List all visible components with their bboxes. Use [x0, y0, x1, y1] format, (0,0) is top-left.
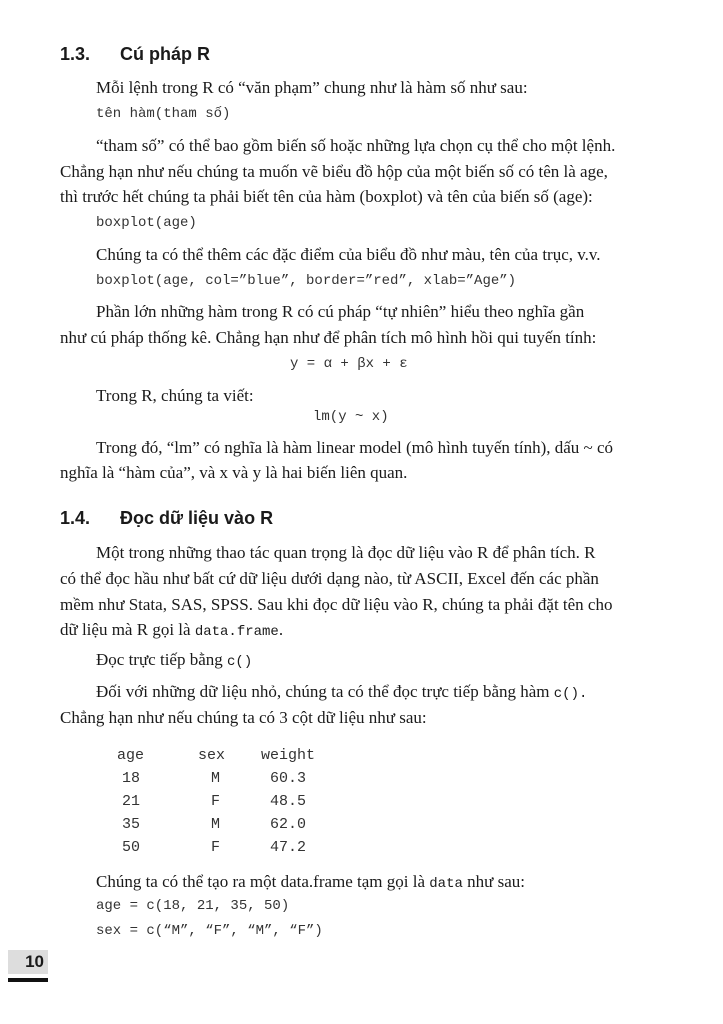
paragraph: Đọc trực tiếp bằng c()	[96, 650, 253, 670]
paragraph: như cú pháp thống kê. Chẳng hạn như để phân tích mô hình hồi qui tuyến tính:	[60, 328, 597, 347]
paragraph: Đối với những dữ liệu nhỏ, chúng ta có thể đọc trực tiếp bằng hàm c().	[96, 682, 588, 702]
code-line: boxplot(age, col=”blue”, border=”red”, xlab=”Age”)	[96, 273, 517, 289]
table-cell: 35	[122, 816, 141, 833]
page-number: 10	[8, 950, 48, 974]
paragraph: Chúng ta có thể thêm các đặc điểm của biểu đồ như màu, tên của trục, v.v.	[96, 245, 601, 264]
paragraph: Phần lớn những hàm trong R có cú pháp “tự nhiên” hiểu theo nghĩa gần	[96, 302, 585, 321]
paragraph: nghĩa là “hàm của”, và x và y là hai biến liên quan.	[60, 463, 408, 482]
table-cell: 50	[122, 839, 141, 856]
section-heading-1-3: 1.3. Cú pháp R	[60, 44, 210, 64]
table-cell: 62.0	[270, 816, 307, 833]
table-cell: M	[211, 770, 221, 787]
table-header: weight	[261, 747, 316, 764]
table-cell: F	[211, 793, 221, 810]
section-heading-1-4: 1.4. Đọc dữ liệu vào R	[60, 508, 274, 528]
paragraph: “tham số” có thể bao gồm biến số hoặc những lựa chọn cụ thể cho một lệnh.	[96, 136, 616, 155]
paragraph: Một trong những thao tác quan trọng là đọc dữ liệu vào R để phân tích. R	[96, 543, 596, 562]
paragraph: dữ liệu mà R gọi là data.frame.	[60, 620, 284, 640]
table-header: sex	[198, 747, 226, 764]
paragraph: Trong R, chúng ta viết:	[96, 386, 254, 405]
paragraph: thì trước hết chúng ta phải biết tên của hàm (boxplot) và tên của biến số (age):	[60, 187, 593, 206]
paragraph: có thể đọc hầu như bất cứ dữ liệu dưới dạng nào, từ ASCII, Excel đến các phần	[60, 569, 599, 588]
table-cell: 21	[122, 793, 141, 810]
code-line: age = c(18, 21, 35, 50)	[96, 898, 290, 914]
paragraph: mềm như Stata, SAS, SPSS. Sau khi đọc dữ liệu vào R, chúng ta phải đặt tên cho	[60, 595, 613, 614]
paragraph: Mỗi lệnh trong R có “văn phạm” chung như là hàm số như sau:	[96, 78, 528, 97]
paragraph: Chẳng hạn như nếu chúng ta có 3 cột dữ liệu như sau:	[60, 708, 427, 727]
table-cell: F	[211, 839, 221, 856]
table-cell: M	[211, 816, 221, 833]
table-cell: 18	[122, 770, 141, 787]
formula: y = α + βx + ε	[290, 356, 408, 372]
table-cell: 60.3	[270, 770, 307, 787]
code-line: boxplot(age)	[96, 215, 197, 231]
page-number-bar	[8, 978, 48, 982]
table-cell: 48.5	[270, 793, 307, 810]
code-line: sex = c(“M”, “F”, “M”, “F”)	[96, 923, 323, 939]
code-line: tên hàm(tham số)	[96, 106, 231, 122]
table-cell: 47.2	[270, 839, 307, 856]
paragraph: Chẳng hạn như nếu chúng ta muốn vẽ biểu đồ hộp của một biến số có tên là age,	[60, 162, 608, 181]
table-header: age	[117, 747, 145, 764]
paragraph: Chúng ta có thể tạo ra một data.frame tạm gọi là data như sau:	[96, 872, 525, 892]
paragraph: Trong đó, “lm” có nghĩa là hàm linear model (mô hình tuyến tính), dấu ~ có	[96, 438, 614, 457]
code-line: lm(y ~ x)	[313, 409, 389, 425]
